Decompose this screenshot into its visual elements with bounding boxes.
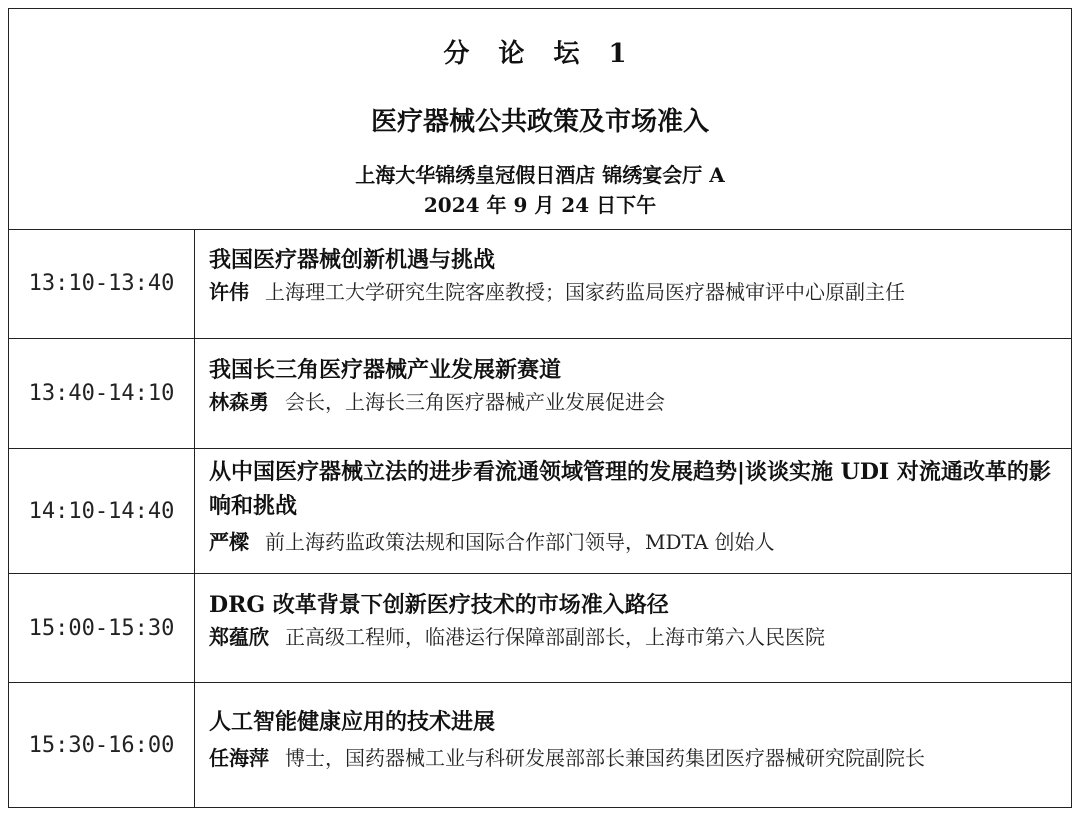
session-content <box>195 229 1071 338</box>
session-row <box>9 449 1071 574</box>
agenda-table <box>8 8 1072 808</box>
speaker-line <box>209 387 1071 417</box>
session-row <box>9 574 1071 683</box>
session-topic: DRG 改革背景下创新医疗技术的市场准入路径 <box>209 592 669 618</box>
session-time: 15:30-16:00 <box>9 683 195 808</box>
session-row <box>9 229 1071 339</box>
speaker-line <box>209 743 1071 773</box>
speaker-title: 上海理工大学研究生院客座教授；国家药监局医疗器械审评中心原副主任 <box>265 280 905 304</box>
speaker-title: 博士，国药器械工业与科研发展部部长兼国药集团医疗器械研究院副院长 <box>285 746 925 770</box>
forum-title: 分 论 坛 1 <box>443 39 637 69</box>
session-content <box>195 339 1071 448</box>
speaker-title: 前上海药监政策法规和国际合作部门领导，MDTA 创始人 <box>265 530 775 554</box>
speaker-line <box>209 277 1071 307</box>
session-content <box>195 683 1071 808</box>
speaker-line <box>209 527 1057 557</box>
speaker-line <box>209 622 1071 652</box>
session-list <box>9 229 1071 808</box>
session-time: 14:10-14:40 <box>9 449 195 573</box>
speaker-title: 会长，上海长三角医疗器械产业发展促进会 <box>285 390 665 414</box>
session-time: 13:40-14:10 <box>9 339 195 448</box>
agenda-header <box>9 9 1071 230</box>
session-topic: 我国长三角医疗器械产业发展新赛道 <box>209 357 562 383</box>
session-topic: 人工智能健康应用的技术进展 <box>209 709 496 735</box>
session-time: 13:10-13:40 <box>9 229 195 338</box>
session-content <box>195 574 1071 682</box>
forum-subtitle: 医疗器械公共政策及市场准入 <box>370 107 709 137</box>
session-topic: 从中国医疗器械立法的进步看流通领域管理的发展趋势|谈谈实施 UDI 对流通改革的影响和挑战 <box>209 459 1051 519</box>
session-time: 15:00-15:30 <box>9 574 195 682</box>
speaker-name: 许伟 <box>209 280 249 304</box>
venue: 上海大华锦绣皇冠假日酒店 锦绣宴会厅 A <box>355 163 725 187</box>
event-date: 2024 年 9 月 24 日下午 <box>423 193 657 217</box>
speaker-name: 严樑 <box>209 530 249 554</box>
session-topic: 我国医疗器械创新机遇与挑战 <box>209 247 496 273</box>
speaker-name: 任海萍 <box>209 746 269 770</box>
speaker-name: 郑蕴欣 <box>209 625 269 649</box>
speaker-name: 林森勇 <box>209 390 269 414</box>
session-row <box>9 683 1071 808</box>
session-row <box>9 339 1071 449</box>
speaker-title: 正高级工程师，临港运行保障部副部长，上海市第六人民医院 <box>285 625 825 649</box>
session-content <box>195 449 1071 573</box>
